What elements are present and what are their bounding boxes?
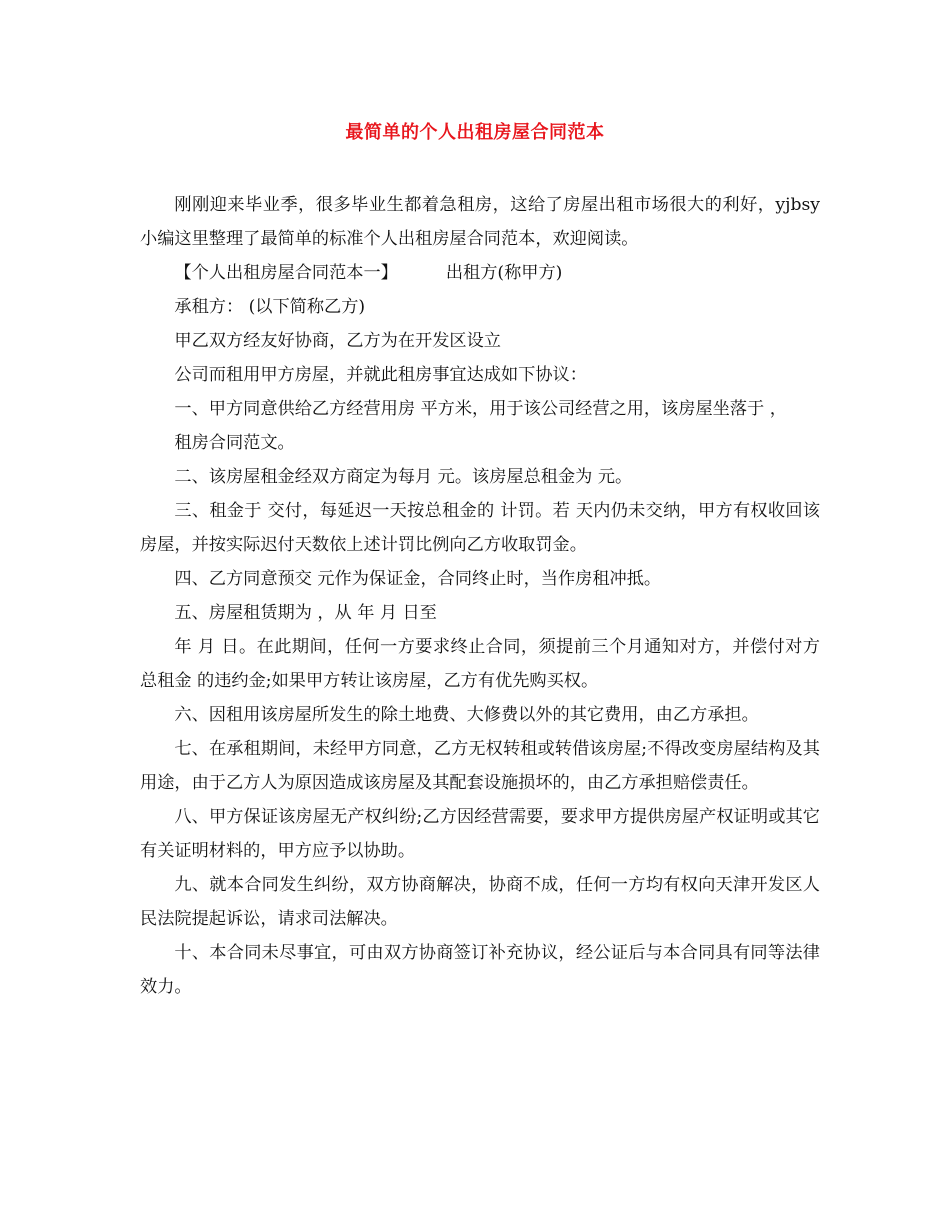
clause-4: 四、乙方同意预交 元作为保证金，合同终止时，当作房租冲抵。 bbox=[174, 569, 662, 589]
section-heading-line bbox=[140, 256, 820, 290]
clause-10: 十、本合同未尽事宜，可由双方协商签订补充协议，经公证后与本合同具有同等法律效力。 bbox=[140, 943, 820, 997]
clause-9: 九、就本合同发生纠纷，双方协商解决，协商不成，任何一方均有权向天津开发区人民法院提起诉讼，请求司法解决。 bbox=[140, 875, 820, 929]
clause-3: 三、租金于 交付，每延迟一天按总租金的 计罚。若 天内仍未交纳，甲方有权收回该房屋，并按实际迟付天数依上述计罚比例向乙方收取罚金。 bbox=[140, 501, 820, 555]
clause-1: 一、甲方同意供给乙方经营用房 平方米，用于该公司经营之用，该房屋坐落于 ， bbox=[174, 399, 787, 419]
clause-5: 五、房屋租赁期为 ，从 年 月 日至 bbox=[174, 603, 437, 623]
document-body bbox=[140, 188, 820, 1004]
agreement-line-b: 公司而租用甲方房屋，并就此租房事宜达成如下协议： bbox=[174, 365, 587, 385]
clause-6: 六、因租用该房屋所发生的除土地费、大修费以外的其它费用，由乙方承担。 bbox=[174, 705, 759, 725]
section-heading: 【个人出租房屋合同范本一】 bbox=[174, 263, 398, 283]
clause-2: 二、该房屋租金经双方商定为每月 元。该房屋总租金为 元。 bbox=[174, 467, 633, 487]
clause-1-continued: 租房合同范文。 bbox=[174, 433, 295, 453]
clause-5-continued: 年 月 日。在此期间，任何一方要求终止合同，须提前三个月通知对方，并偿付对方总租金 的违约金;如果甲方转让该房屋，乙方有优先购买权。 bbox=[140, 637, 820, 691]
clause-7: 七、在承租期间，未经甲方同意，乙方无权转租或转借该房屋;不得改变房屋结构及其用途，由于乙方人为原因造成该房屋及其配套设施损坏的，由乙方承担赔偿责任。 bbox=[140, 739, 820, 793]
clause-8: 八、甲方保证该房屋无产权纠纷;乙方因经营需要，要求甲方提供房屋产权证明或其它有关证明材料的，甲方应予以协助。 bbox=[140, 807, 820, 861]
document-title: 最简单的个人出租房屋合同范本 bbox=[345, 122, 605, 143]
lessee-label: 承租方： (以下简称乙方) bbox=[174, 297, 366, 317]
agreement-line-a: 甲乙双方经友好协商，乙方为在开发区设立 bbox=[174, 331, 501, 351]
lessor-label: 出租方(称甲方) bbox=[445, 263, 563, 283]
intro-paragraph: 刚刚迎来毕业季，很多毕业生都着急租房，这给了房屋出租市场很大的利好，yjbsy小编这里整理了最简单的标准个人出租房屋合同范本，欢迎阅读。 bbox=[140, 195, 820, 249]
